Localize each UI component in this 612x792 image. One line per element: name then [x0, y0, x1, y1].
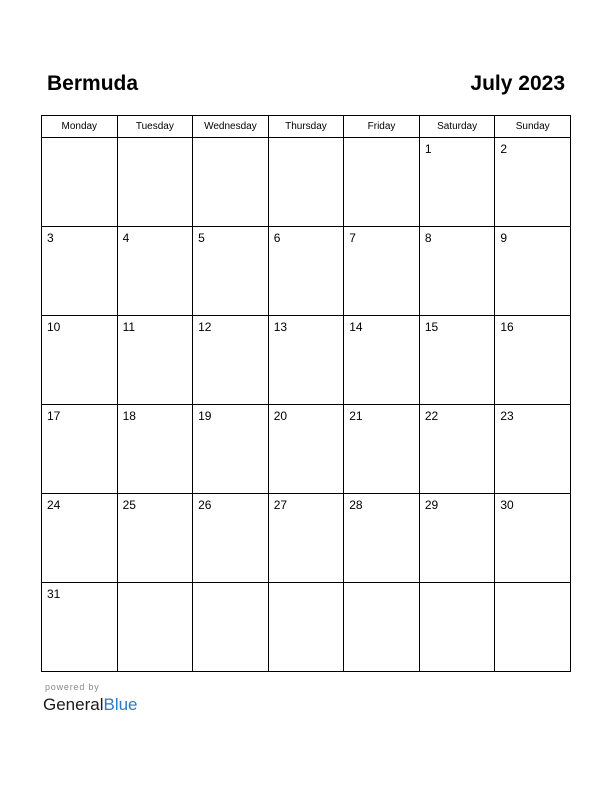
week-row	[42, 138, 571, 227]
day-number: 23	[500, 409, 514, 423]
day-cell	[495, 138, 571, 227]
day-number: 30	[500, 498, 514, 512]
weekday-monday: Monday	[42, 116, 118, 138]
day-number: 13	[273, 320, 288, 334]
day-number	[42, 138, 117, 142]
day-cell	[193, 138, 269, 227]
day-number: 15	[424, 320, 439, 334]
week-row	[42, 316, 571, 405]
day-number: 1	[424, 142, 432, 156]
day-cell	[117, 138, 193, 227]
weekday-tuesday: Tuesday	[117, 116, 193, 138]
day-number: 26	[198, 498, 212, 512]
day-number: 22	[424, 409, 439, 423]
day-cell	[193, 494, 269, 583]
footer-branding	[43, 682, 138, 715]
day-cell	[344, 227, 420, 316]
day-cell	[419, 494, 495, 583]
day-number: 25	[122, 498, 136, 512]
day-number	[193, 138, 268, 142]
day-cell	[495, 583, 571, 672]
weekday-friday: Friday	[344, 116, 420, 138]
weekday-sunday: Sunday	[495, 116, 571, 138]
weekday-header-row	[42, 116, 571, 138]
powered-by-label: powered by	[45, 682, 100, 692]
day-number	[193, 583, 268, 587]
day-number: 11	[122, 320, 136, 334]
day-number: 8	[424, 231, 432, 245]
day-cell	[193, 316, 269, 405]
weekday-thursday: Thursday	[268, 116, 344, 138]
week-row	[42, 405, 571, 494]
day-cell	[42, 405, 118, 494]
day-number: 27	[273, 498, 288, 512]
day-number: 28	[349, 498, 363, 512]
week-row	[42, 494, 571, 583]
day-cell	[344, 583, 420, 672]
week-row	[42, 227, 571, 316]
day-cell	[344, 494, 420, 583]
day-cell	[42, 583, 118, 672]
day-cell	[344, 405, 420, 494]
day-number: 21	[349, 409, 363, 423]
day-number	[344, 138, 419, 142]
day-number: 12	[198, 320, 212, 334]
day-number: 2	[500, 142, 508, 156]
day-number	[118, 138, 193, 142]
day-cell	[42, 227, 118, 316]
day-cell	[419, 316, 495, 405]
day-cell	[495, 316, 571, 405]
day-cell	[344, 316, 420, 405]
day-cell	[344, 138, 420, 227]
day-number: 17	[47, 409, 61, 423]
day-number	[269, 138, 344, 142]
day-cell	[419, 138, 495, 227]
calendar-grid	[41, 115, 571, 672]
day-number: 16	[500, 320, 514, 334]
day-cell	[193, 405, 269, 494]
month-title: July 2023	[470, 72, 565, 95]
day-number: 24	[47, 498, 61, 512]
brand-blue-text: Blue	[103, 695, 138, 714]
day-number: 10	[47, 320, 61, 334]
day-number: 18	[122, 409, 136, 423]
day-cell	[495, 405, 571, 494]
day-cell	[117, 583, 193, 672]
day-number: 5	[198, 231, 205, 245]
day-number: 14	[349, 320, 363, 334]
day-cell	[42, 138, 118, 227]
day-cell	[268, 405, 344, 494]
day-number: 20	[273, 409, 288, 423]
day-cell	[268, 494, 344, 583]
weekday-saturday: Saturday	[419, 116, 495, 138]
weekday-wednesday: Wednesday	[193, 116, 269, 138]
day-number	[118, 583, 193, 587]
day-number	[269, 583, 344, 587]
day-number: 7	[349, 231, 356, 245]
day-cell	[419, 405, 495, 494]
day-number: 6	[273, 231, 281, 245]
region-title: Bermuda	[47, 72, 139, 95]
day-number: 3	[47, 231, 54, 245]
day-number: 19	[198, 409, 212, 423]
week-row	[42, 583, 571, 672]
day-cell	[268, 316, 344, 405]
day-cell	[419, 227, 495, 316]
day-cell	[117, 316, 193, 405]
day-cell	[117, 405, 193, 494]
day-cell	[495, 494, 571, 583]
day-number	[495, 583, 570, 587]
day-cell	[419, 583, 495, 672]
day-number	[344, 583, 419, 587]
day-number: 29	[424, 498, 439, 512]
day-cell	[268, 227, 344, 316]
day-cell	[268, 138, 344, 227]
day-number: 4	[122, 231, 130, 245]
brand-general-text: General	[43, 695, 104, 714]
day-cell	[42, 316, 118, 405]
generalblue-logo	[43, 695, 138, 715]
day-cell	[117, 227, 193, 316]
day-number: 9	[500, 231, 508, 245]
day-number	[420, 583, 495, 587]
day-cell	[193, 227, 269, 316]
day-number: 31	[47, 587, 61, 601]
day-cell	[42, 494, 118, 583]
day-cell	[495, 227, 571, 316]
day-cell	[268, 583, 344, 672]
day-cell	[193, 583, 269, 672]
day-cell	[117, 494, 193, 583]
